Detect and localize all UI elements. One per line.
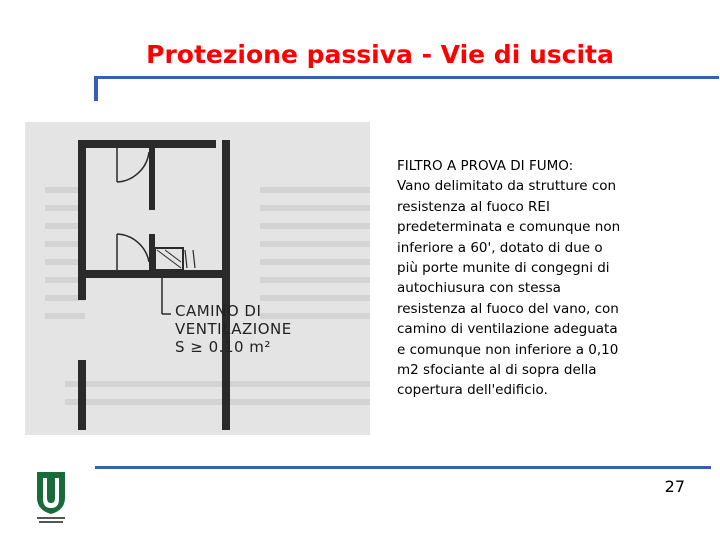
- top-divider-tick: [94, 76, 98, 101]
- description-text: [397, 156, 667, 401]
- description-line: copertura dell'edificio.: [397, 382, 548, 399]
- description-line: inferiore a 60', dotato di due o: [397, 239, 603, 256]
- description-line: autochiusura con stessa: [397, 280, 561, 297]
- description-line: camino di ventilazione adeguata: [397, 321, 618, 338]
- floor-plan-figure: [25, 122, 370, 435]
- door-swing: [117, 148, 149, 270]
- logo-icon: [31, 468, 71, 526]
- bottom-divider: [95, 466, 711, 469]
- description-line: più porte munite di congegni di: [397, 260, 610, 277]
- scan-background-lines: [45, 190, 370, 402]
- figure-label-line2: VENTILAZIONE: [175, 320, 292, 338]
- top-divider: [95, 76, 719, 79]
- page-number: 27: [664, 477, 685, 496]
- description-line: predeterminata e comunque non: [397, 219, 621, 236]
- description-heading: FILTRO A PROVA DI FUMO:: [397, 158, 574, 174]
- slide-title: Protezione passiva - Vie di uscita: [146, 40, 614, 69]
- ventilation-shaft: [155, 248, 183, 270]
- tick-marks: [185, 250, 195, 268]
- description-line: e comunque non inferiore a 0,10: [397, 341, 619, 358]
- floor-plan-drawing: [25, 122, 370, 435]
- figure-label-line1: CAMINO DI: [175, 302, 262, 320]
- description-line: resistenza al fuoco REI: [397, 198, 550, 215]
- description-line: resistenza al fuoco del vano, con: [397, 300, 619, 317]
- figure-label-line3: S ≥ 0.10 m²: [175, 338, 271, 356]
- university-logo: [31, 468, 71, 526]
- description-line: m2 sfociante al di sopra della: [397, 362, 597, 379]
- description-line: Vano delimitato da strutture con: [397, 178, 617, 195]
- figure-label: [175, 302, 292, 356]
